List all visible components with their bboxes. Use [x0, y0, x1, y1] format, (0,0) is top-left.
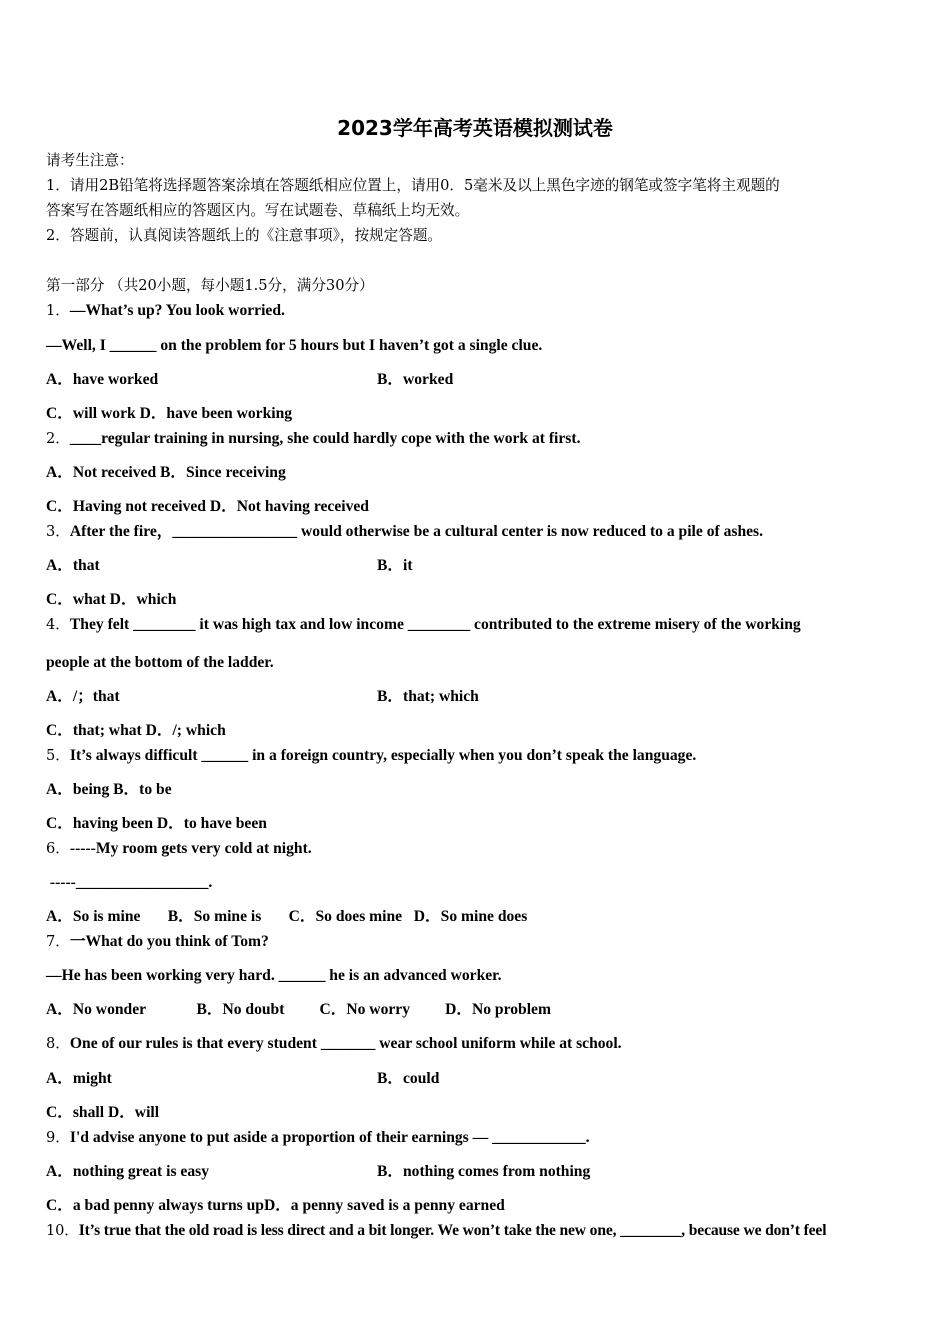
options: A．No wonder B．No doubt C．No worry D．No problem: [46, 1001, 551, 1018]
question-6: [46, 840, 312, 858]
option-a: A．/；that: [46, 688, 120, 705]
question-stem: —What’s up? You look worried.: [69, 302, 285, 319]
option-b: B．worked: [377, 371, 454, 388]
question-number: 6．: [46, 840, 70, 857]
option-b: B．nothing comes from nothing: [377, 1163, 591, 1180]
option-cd: C．what D．which: [46, 591, 177, 608]
option-cd: C．that; what D．/; which: [46, 722, 226, 739]
question-number: 7．: [46, 933, 70, 950]
option-cd: C．having been D．to have been: [46, 815, 267, 832]
question-2: [46, 430, 580, 448]
question-stem: It’s true that the old road is less direct and a bit longer. We won’t take the new one, ________, because we don’t feel: [78, 1222, 827, 1239]
question-8: [46, 1035, 622, 1053]
question-4: [46, 616, 801, 634]
question-line: —Well, I ______ on the problem for 5 hours but I haven’t got a single clue.: [46, 337, 543, 354]
question-number: 1．: [46, 302, 70, 319]
option-cd: C．shall D．will: [46, 1104, 160, 1121]
question-number: 8．: [46, 1035, 70, 1052]
option-ab: A．Not received B．Since receiving: [46, 464, 286, 481]
option-b: B．could: [377, 1070, 440, 1087]
question-stem: They felt ________ it was high tax and low income ________ contributed to the extreme misery of the working: [69, 616, 801, 633]
question-line: —He has been working very hard. ______ he is an advanced worker.: [46, 967, 502, 984]
question-number: 9．: [46, 1129, 70, 1146]
question-7: [46, 933, 269, 951]
question-number: 4．: [46, 616, 70, 633]
question-9: [46, 1129, 590, 1147]
option-cd: C．Having not received D．Not having received: [46, 498, 369, 515]
notice-line: 1．请用2B铅笔将选择题答案涂填在答题纸相应位置上，请用0．5毫米及以上黑色字迹的钢笔或签字笔将主观题的: [46, 177, 780, 194]
option-ab: A．being B．to be: [46, 781, 172, 798]
question-line: people at the bottom of the ladder.: [46, 654, 274, 671]
option-b: B．that; which: [377, 688, 479, 705]
question-stem: It’s always difficult ______ in a foreign country, especially when you don’t speak the language.: [69, 747, 697, 764]
question-stem: ____regular training in nursing, she could hardly cope with the work at first.: [69, 430, 581, 447]
question-3: [46, 523, 763, 541]
question-line: -----_________________.: [46, 874, 213, 891]
question-number: 2．: [46, 430, 70, 447]
option-a: A．that: [46, 557, 100, 574]
options: A．So is mine B．So mine is C．So does mine D．So mine does: [46, 908, 528, 925]
question-number: 3．: [46, 523, 70, 540]
notice-heading: 请考生注意：: [46, 152, 134, 169]
question-stem: One of our rules is that every student _______ wear school uniform while at school.: [69, 1035, 622, 1052]
question-stem: I'd advise anyone to put aside a proportion of their earnings — ____________.: [69, 1129, 590, 1146]
option-a: A．might: [46, 1070, 112, 1087]
option-b: B．it: [377, 557, 413, 574]
question-10: [46, 1222, 826, 1240]
question-stem: 一What do you think of Tom?: [69, 933, 269, 950]
option-a: A．nothing great is easy: [46, 1163, 210, 1180]
question-1: [46, 302, 285, 320]
question-stem: -----My room gets very cold at night.: [69, 840, 312, 857]
option-a: A．have worked: [46, 371, 159, 388]
option-cd: C．will work D．have been working: [46, 405, 293, 422]
question-stem: After the fire，________________ would otherwise be a cultural center is now reduced to a pile of ashes.: [69, 523, 764, 540]
option-cd: C．a bad penny always turns upD．a penny saved is a penny earned: [46, 1197, 505, 1214]
question-number: 10．: [46, 1222, 79, 1239]
page-title: 2023学年高考英语模拟测试卷: [337, 116, 613, 140]
question-number: 5．: [46, 747, 70, 764]
notice-line: 答案写在答题纸相应的答题区内。写在试题卷、草稿纸上均无效。: [46, 202, 470, 219]
section-heading: 第一部分 （共20小题，每小题1.5分，满分30分）: [46, 277, 374, 294]
notice-line: 2．答题前，认真阅读答题纸上的《注意事项》，按规定答题。: [46, 227, 443, 244]
question-5: [46, 747, 696, 765]
